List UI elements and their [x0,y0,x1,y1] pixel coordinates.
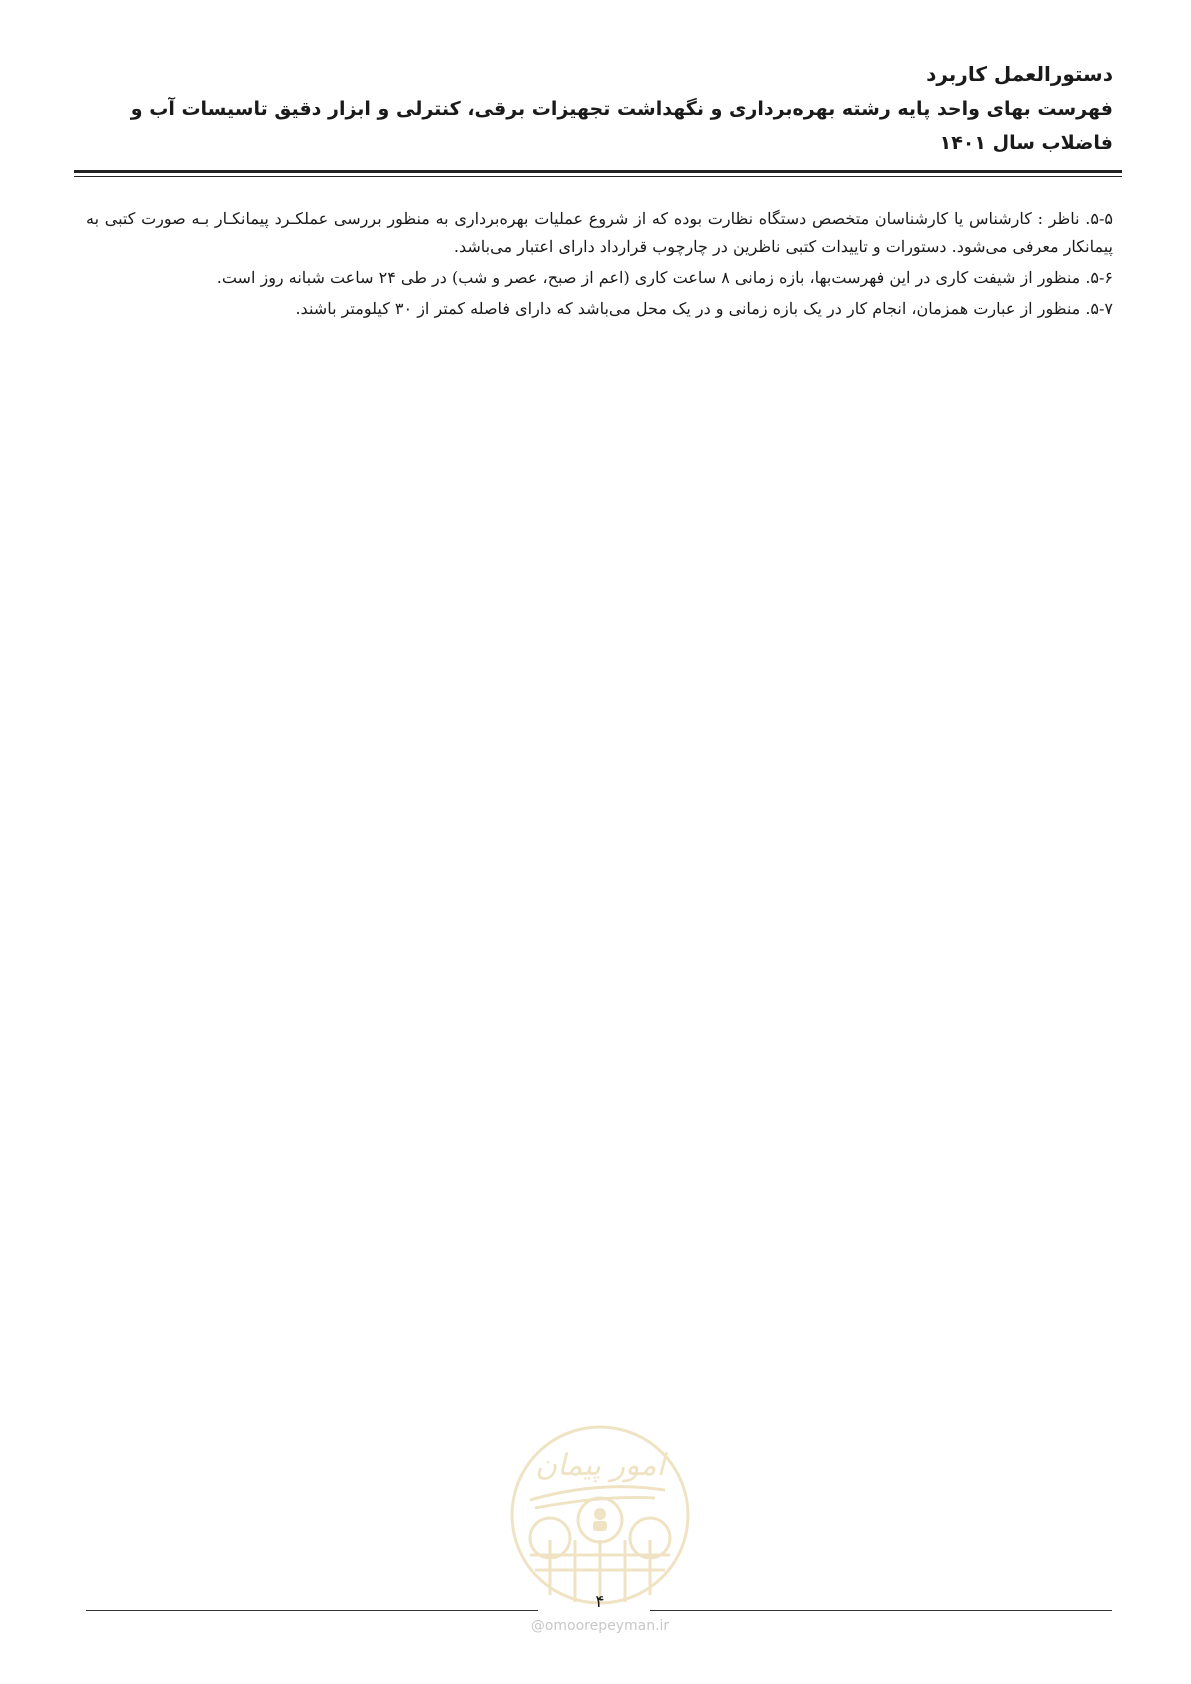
footer-rule-right [650,1610,1112,1611]
footer-rule-left [86,1610,538,1611]
document-subtitle: فهرست بهای واحد پایه رشته بهره‌برداری و نگهداشت تجهیزات برقی، کنترلی و ابزار دقیق تاسیسات آب و فاضلاب سال ۱۴۰۱ [130,98,1113,154]
page-header [130,58,1113,160]
header-divider-thick [74,170,1122,173]
header-divider-thin [74,176,1122,177]
watermark-logo-text: امور پیمان [535,1448,665,1483]
paragraph-5-6: ۵-۶. منظور از شیفت کاری در این فهرست‌بها، بازه زمانی ۸ ساعت کاری (اعم از صبح، عصر و شب) در طی ۲۴ ساعت شبانه روز است. [216,268,1113,287]
paragraph-5-7: ۵-۷. منظور از عبارت همزمان، انجام کار در یک بازه زمانی و در یک محل می‌باشد که دارای فاصله کمتر از ۳۰ کیلومتر باشند. [295,299,1113,318]
paragraph-5-5: ۵-۵. ناظر : کارشناس یا کارشناسان متخصص دستگاه نظارت بوده که از شروع عملیات بهره‌برداری به منظور بررسی عملکـرد پیمانکـار بـه صورت کتبی به پیمانکار معرفی می‌شود. دستورات و تاییدات کتبی ناظرین در چارچوب قرارداد دارای اعتبار می‌باشد. [86,209,1113,256]
watermark-url: @omoorepeyman.ir [530,1618,670,1634]
watermark-logo [505,1420,695,1610]
page-number: ۴ [595,1592,605,1612]
body-content [86,205,1113,326]
document-title: دستورالعمل کاربرد [926,62,1113,86]
